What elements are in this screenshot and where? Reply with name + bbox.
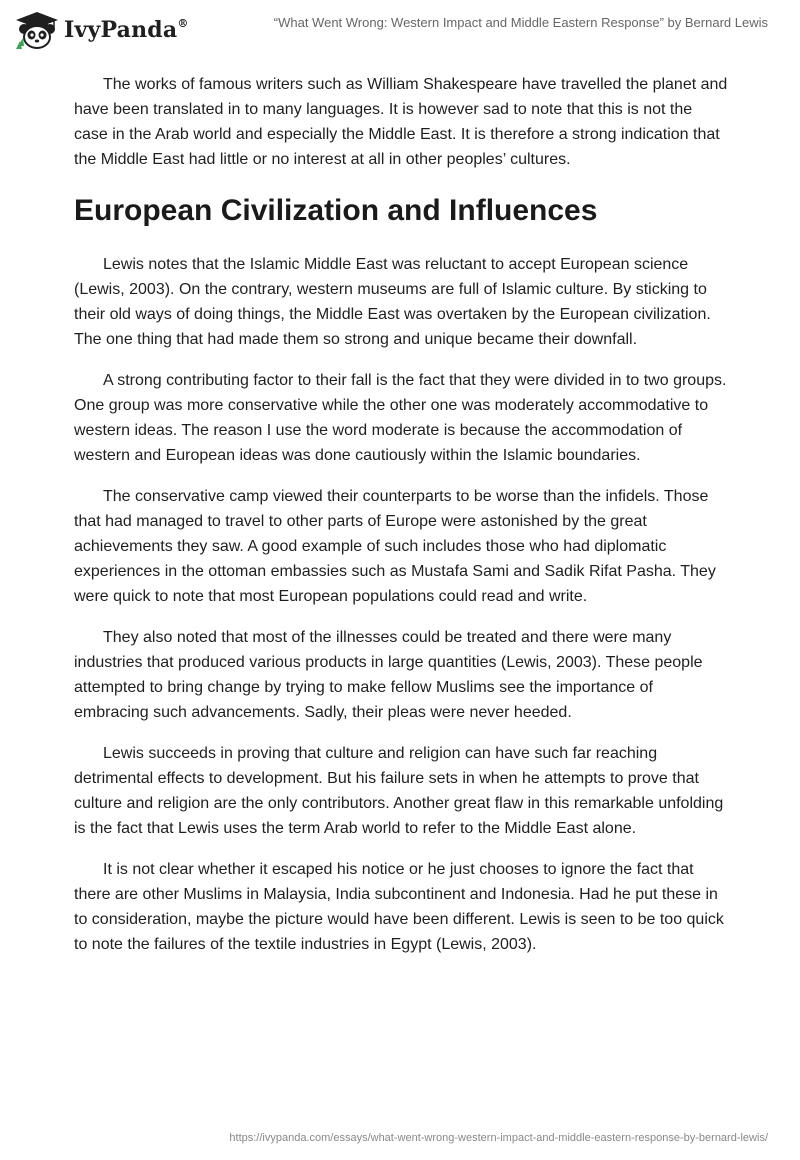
body-paragraph: The conservative camp viewed their counterparts to be worse than the infidels. Those that had managed to travel to other parts of Europe were astonished by the great achievements they saw. A good example of such includes those who had diplomatic experiences in the ottoman embassies such as Mustafa Sami and Sadik Rifat Pasha. They were quick to note that most European populations could read and write. [74, 488, 716, 605]
body-paragraph: Lewis notes that the Islamic Middle East was reluctant to accept European science (Lewis, 2003). On the contrary, western museums are full of Islamic culture. By sticking to their old ways of doing things, the Middle East was overtaken by the European civilization. The one thing that had made them so strong and unique became their downfall. [74, 256, 711, 348]
source-url-link[interactable]: https://ivypanda.com/essays/what-went-wrong-western-impact-and-middle-eastern-response-by-bernard-lewis/ [229, 1132, 768, 1144]
document-running-title: “What Went Wrong: Western Impact and Middle Eastern Response” by Bernard Lewis [273, 15, 768, 30]
page-header [0, 0, 800, 60]
body-paragraph: A strong contributing factor to their fall is the fact that they were divided in to two groups. One group was more conservative while the other one was moderately accommodative to western ideas. The reason I use the word moderate is because the accommodation of western and European ideas was done cautiously within the Islamic boundaries. [74, 372, 727, 464]
intro-paragraph: The works of famous writers such as William Shakespeare have travelled the planet and have been translated in to many languages. It is however sad to note that this is not the case in the Arab world and especially the Middle East. It is therefore a strong indication that the Middle East had little or no interest at all in other peoples’ cultures. [74, 76, 728, 168]
brand-label: IvyPanda [64, 17, 178, 43]
body-paragraph: It is not clear whether it escaped his notice or he just chooses to ignore the fact that there are other Muslims in Malaysia, India subcontinent and Indonesia. Had he put these in to consideration, maybe the picture would have been different. Lewis is seen to be too quick to note the failures of the textile industries in Egypt (Lewis, 2003). [74, 861, 724, 953]
essay-body [74, 72, 728, 973]
panda-graduate-icon [14, 10, 60, 50]
body-paragraph: They also noted that most of the illnesses could be treated and there were many industries that produced various products in large quantities (Lewis, 2003). These people attempted to bring change by trying to make fellow Muslims see the importance of embracing such advancements. Sadly, their pleas were never heeded. [74, 629, 703, 721]
brand-name [64, 17, 189, 43]
registered-mark: ® [177, 16, 189, 30]
section-heading: European Civilization and Influences [74, 194, 598, 227]
body-paragraph: Lewis succeeds in proving that culture and religion can have such far reaching detrimental effects to development. But his failure sets in when he attempts to prove that culture and religion are the only contributors. Another great flaw in this remarkable unfolding is the fact that Lewis uses the term Arab world to refer to the Middle East alone. [74, 745, 724, 837]
ivypanda-logo[interactable] [14, 10, 189, 50]
